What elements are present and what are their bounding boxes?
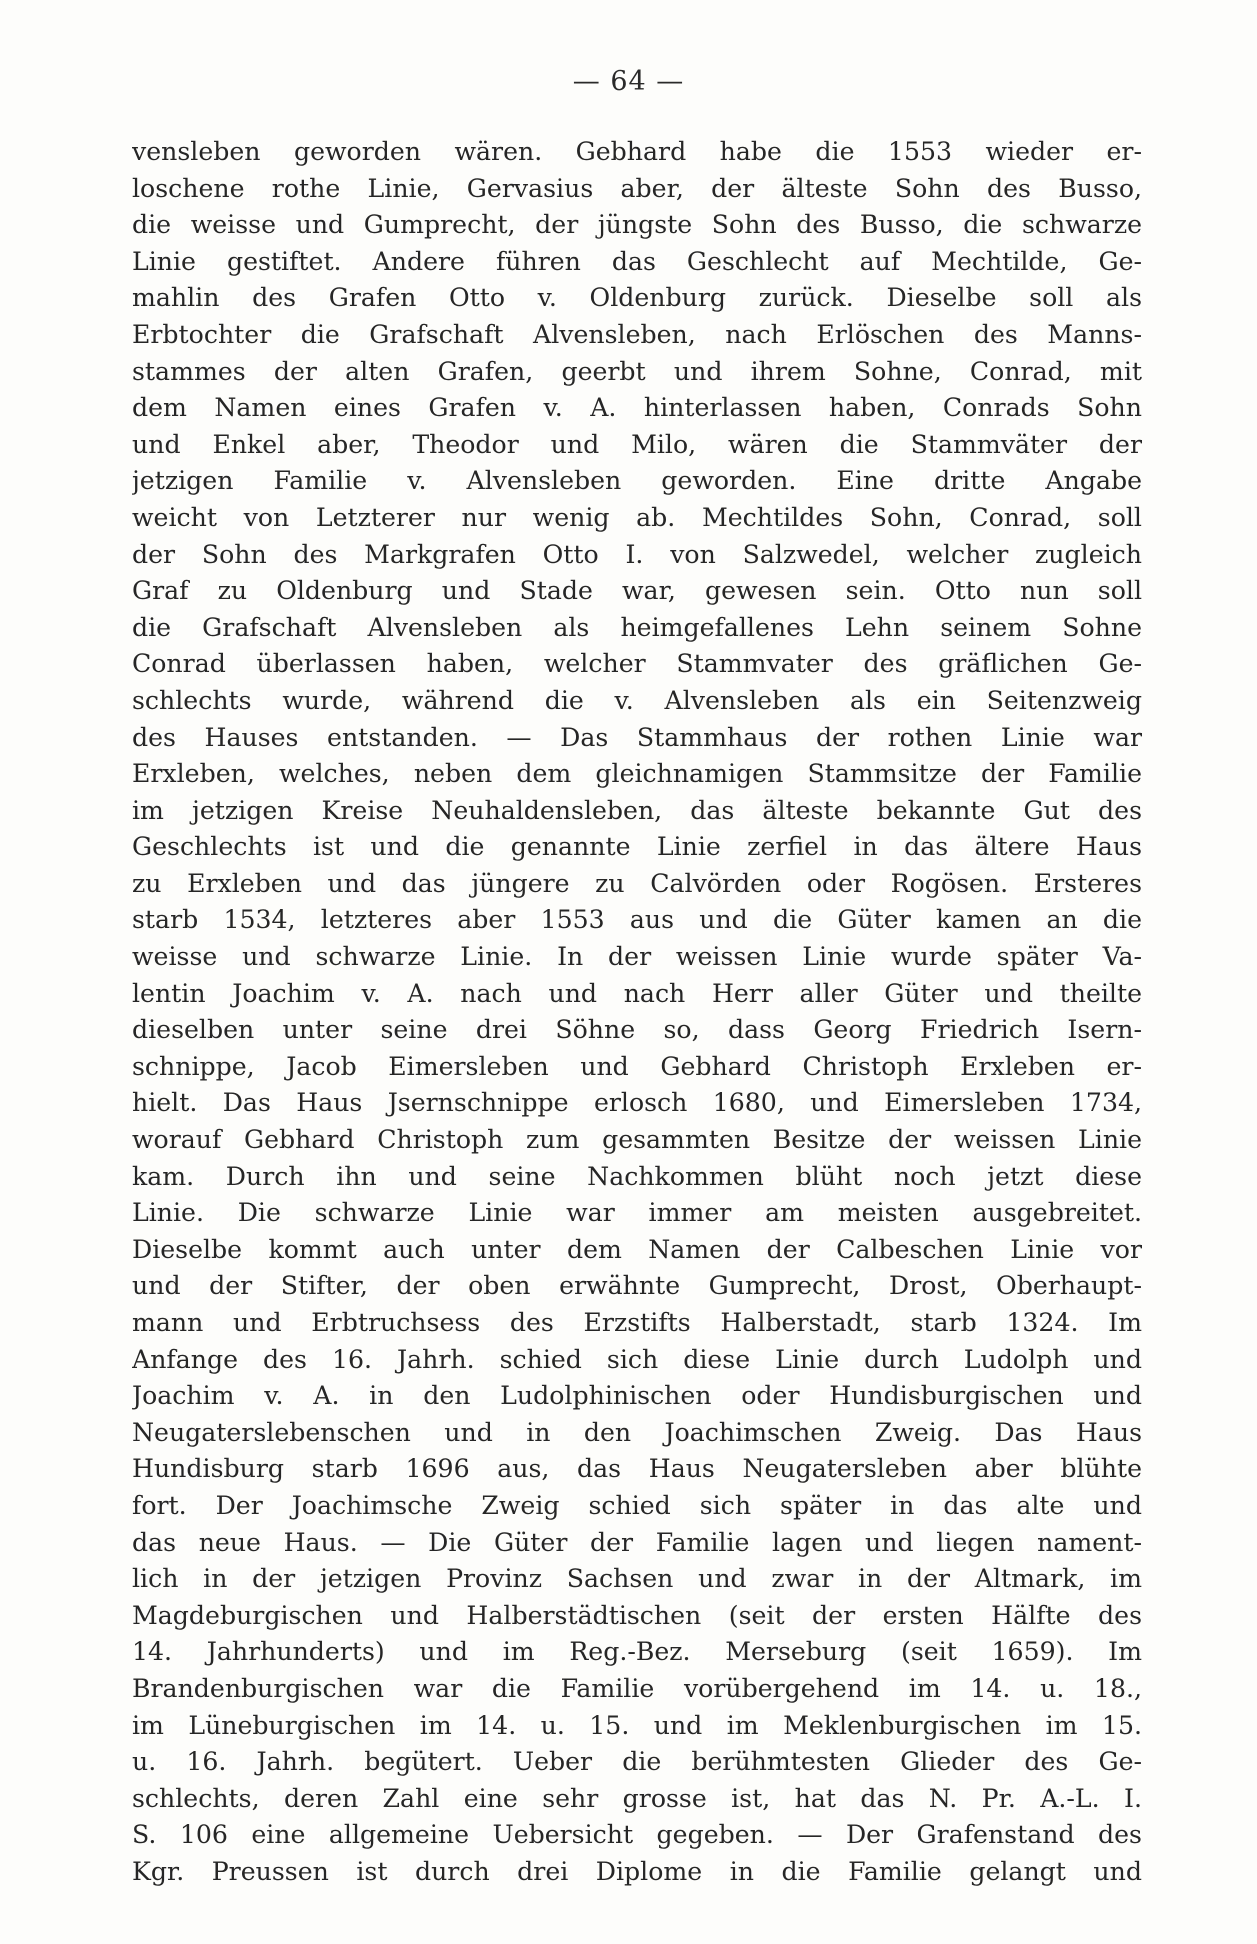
body-text <box>132 134 1142 1891</box>
text-line: loschene rothe Linie, Gervasius aber, der älteste Sohn des Busso, <box>132 173 1142 203</box>
text-line: lentin Joachim v. A. nach und nach Herr aller Güter und theilte <box>132 978 1142 1008</box>
text-line: stammes der alten Grafen, geerbt und ihrem Sohne, Conrad, mit <box>132 356 1142 386</box>
text-line: und Enkel aber, Theodor und Milo, wären die Stammväter der <box>132 429 1142 459</box>
text-line: die Grafschaft Alvensleben als heimgefallenes Lehn seinem Sohne <box>132 612 1142 642</box>
text-line: dem Namen eines Grafen v. A. hinterlassen haben, Conrads Sohn <box>132 393 1142 423</box>
text-line: Geschlechts ist und die genannte Linie zerfiel in das ältere Haus <box>132 832 1142 862</box>
text-line: dieselben unter seine drei Söhne so, dass Georg Friedrich Isern- <box>132 1015 1142 1045</box>
text-line: Hundisburg starb 1696 aus, das Haus Neugatersleben aber blühte <box>132 1454 1142 1484</box>
text-line: jetzigen Familie v. Alvensleben geworden. Eine dritte Angabe <box>132 466 1142 496</box>
text-line: u. 16. Jahrh. begütert. Ueber die berühmtesten Glieder des Ge- <box>132 1747 1142 1777</box>
text-line: im jetzigen Kreise Neuhaldensleben, das älteste bekannte Gut des <box>132 795 1142 825</box>
text-line: weicht von Letzterer nur wenig ab. Mechtildes Sohn, Conrad, soll <box>132 502 1142 532</box>
text-line: der Sohn des Markgrafen Otto I. von Salzwedel, welcher zugleich <box>132 539 1142 569</box>
text-line: weisse und schwarze Linie. In der weissen Linie wurde später Va- <box>132 942 1142 972</box>
text-line: Kgr. Preussen ist durch drei Diplome in die Familie gelangt und <box>132 1856 1142 1886</box>
text-line: Conrad überlassen haben, welcher Stammvater des gräflichen Ge- <box>132 649 1142 679</box>
text-line: zu Erxleben und das jüngere zu Calvörden oder Rogösen. Ersteres <box>132 868 1142 898</box>
text-line: fort. Der Joachimsche Zweig schied sich später in das alte und <box>132 1490 1142 1520</box>
text-line: mahlin des Grafen Otto v. Oldenburg zurück. Dieselbe soll als <box>132 283 1142 313</box>
text-line: Dieselbe kommt auch unter dem Namen der Calbeschen Linie vor <box>132 1234 1142 1264</box>
text-line: vensleben geworden wären. Gebhard habe die 1553 wieder er- <box>132 137 1142 166</box>
text-line: Joachim v. A. in den Ludolphinischen oder Hundisburgischen und <box>132 1381 1142 1411</box>
text-line: hielt. Das Haus Jsernschnippe erlosch 1680, und Eimersleben 1734, <box>132 1088 1142 1118</box>
text-line: Linie gestiftet. Andere führen das Geschlecht auf Mechtilde, Ge- <box>132 246 1142 276</box>
text-line: S. 106 eine allgemeine Uebersicht gegeben. — Der Grafenstand des <box>132 1820 1142 1850</box>
text-line: Linie. Die schwarze Linie war immer am meisten ausgebreitet. <box>132 1198 1142 1228</box>
text-line: die weisse und Gumprecht, der jüngste Sohn des Busso, die schwarze <box>132 210 1142 240</box>
text-line: des Hauses entstanden. — Das Stammhaus der rothen Linie war <box>132 722 1142 752</box>
text-line: Brandenburgischen war die Familie vorübergehend im 14. u. 18., <box>132 1673 1142 1703</box>
text-line: mann und Erbtruchsess des Erzstifts Halberstadt, starb 1324. Im <box>132 1308 1142 1337</box>
text-line: schlechts wurde, während die v. Alvensleben als ein Seitenzweig <box>132 685 1142 715</box>
text-line: starb 1534, letzteres aber 1553 aus und die Güter kamen an die <box>132 905 1142 935</box>
text-line: und der Stifter, der oben erwähnte Gumprecht, Drost, Oberhaupt- <box>132 1271 1142 1301</box>
page-number: — 64 — <box>572 66 685 97</box>
text-line: im Lüneburgischen im 14. u. 15. und im Meklenburgischen im 15. <box>132 1710 1142 1740</box>
text-line: Magdeburgischen und Halberstädtischen (seit der ersten Hälfte des <box>132 1600 1142 1630</box>
text-line: worauf Gebhard Christoph zum gesammten Besitze der weissen Linie <box>132 1125 1142 1155</box>
text-line: Anfange des 16. Jahrh. schied sich diese Linie durch Ludolph und <box>132 1344 1142 1374</box>
text-line: Graf zu Oldenburg und Stade war, gewesen sein. Otto nun soll <box>132 576 1142 606</box>
text-line: schnippe, Jacob Eimersleben und Gebhard Christoph Erxleben er- <box>132 1051 1142 1081</box>
text-line: Neugaterslebenschen und in den Joachimschen Zweig. Das Haus <box>132 1417 1142 1447</box>
text-line: das neue Haus. — Die Güter der Familie lagen und liegen nament- <box>132 1527 1142 1557</box>
text-line: 14. Jahrhunderts) und im Reg.-Bez. Merseburg (seit 1659). Im <box>132 1637 1142 1667</box>
text-line: kam. Durch ihn und seine Nachkommen blüht noch jetzt diese <box>132 1161 1142 1191</box>
text-line: Erbtochter die Grafschaft Alvensleben, nach Erlöschen des Manns- <box>132 319 1142 349</box>
text-line: schlechts, deren Zahl eine sehr grosse ist, hat das N. Pr. A.-L. I. <box>132 1783 1142 1813</box>
text-line: Erxleben, welches, neben dem gleichnamigen Stammsitze der Familie <box>132 759 1142 789</box>
text-line: lich in der jetzigen Provinz Sachsen und zwar in der Altmark, im <box>132 1564 1142 1594</box>
